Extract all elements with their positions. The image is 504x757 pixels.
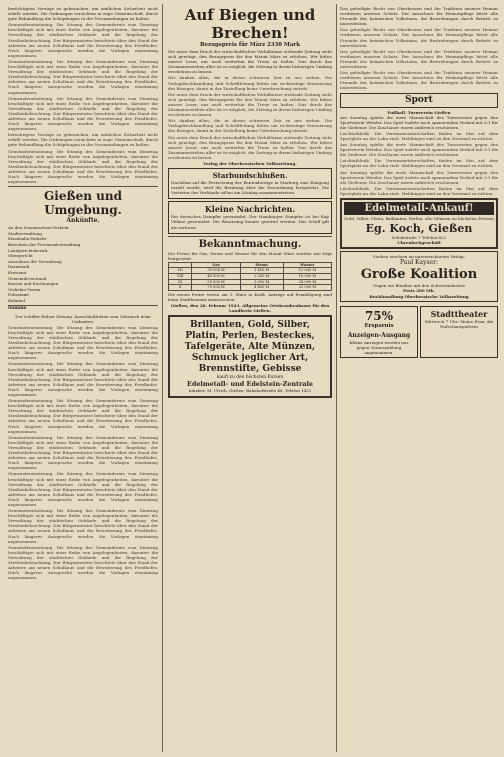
ad-text: Gold, Silber, Platin, Brillanten, Perlen, alte Münzen zu höchsten Preisen xyxy=(344,216,494,221)
article-text: Die unter dem Druck der wirtschaftlichen Verhältnisse stehende Zeitung sieht sich genötigt, den Bezugspreis für den Monat März zu erhöhen. Wir bitten unsere Leser, uns auch weiterhin die Treue zu halten. Nur durch das Zusammenstehen aller ist es möglich, die Zeitung in ihrem bisherigen Umfang erscheinen zu lassen. xyxy=(168,49,332,75)
sport-subtitle: Fußball. Turnverein Gießen xyxy=(387,109,451,115)
filler-text: Leichtathletik. Die Vereinsmeisterschaften finden im Mai auf dem Sportplatz an der Lahn statt. Meldungen sind an den Vorstand zu richten. xyxy=(340,185,498,196)
filler-text: Wir danken allen, die in dieser schweren Zeit zu uns stehen. Die Verlagsbuchhandlung und Schriftleitung bitten um rechtzeitige Erneuerung des Bezuges, damit in der Zustellung keine Unterbrechung eintritt. xyxy=(168,75,332,91)
list-item-label: Bahnhof xyxy=(8,297,25,303)
bottom-ads-row xyxy=(340,304,498,360)
list-item-label: Eisenbahn-Verkehr xyxy=(8,236,47,242)
table-cell: 2 200 M xyxy=(240,274,283,280)
ad-address: Inhaber: M. Ulrich, Gießen, Bahnhofstraße 48, Telefon 1421 xyxy=(188,388,312,394)
list-item-label: Landgerichtsbezirk xyxy=(8,247,48,253)
column-rule xyxy=(336,4,337,752)
table-cell: 40 000 M xyxy=(192,274,240,280)
theatre-text: Mittwoch 7 Uhr: Meine Frau, die Hofschauspielerin xyxy=(424,318,494,329)
sport-title: Sport xyxy=(405,94,433,105)
ad-firm: Edelmetall- und Edelstein-Zentrale xyxy=(187,380,313,389)
list-item-label: Berichten der Provinzialverwaltung xyxy=(8,241,81,247)
box-text: Nachdem auf die Festsetzung der Rentenbezüge in Marburg eine Einigung erzielt wurde, wird die Beratung über die Neuordnung fortgesetzt. Die Vertreter der Verbände sollen am Montag zusammentreten. xyxy=(171,180,329,196)
table-cell: VIII xyxy=(169,274,192,280)
table-cell: 4 400 M xyxy=(240,285,283,291)
filler-text: Gemeinderatssitzung. Die Sitzung des Gemeinderats vom Dienstag beschäftigte sich mit einer Reihe von Angelegenheiten, darunter die Verwaltung der städtischen Gebäude und die Regelung der Straßenbeleuchtung. Der Bürgermeister berichtete über den Stand der Arbeiten am neuen Schulhaus und die Erweiterung des Friedhofes. Nach längerer Aussprache wurden die Vorlagen einstimmig angenommen. xyxy=(8,508,158,544)
ad-foot: Uhrenfachgeschäft xyxy=(397,240,441,246)
saving-label: Ersparnis xyxy=(364,322,394,329)
news-box xyxy=(168,168,332,199)
table-cell: 70 000 M xyxy=(192,285,240,291)
filler-text: Leichtathletik. Die Vereinsmeisterschaften finden im Mai auf dem Sportplatz an der Lahn statt. Meldungen sind an den Vorstand zu richten. xyxy=(340,130,498,141)
filler-text: Das geheiligte Recht von Oberhessen und die Tradition unserer Heimat verdienen unseren Schutz. Der Ausschuss für Heimatpflege bittet alle Freunde des heimischen Volkstums, die Bestrebungen durch Beitritt zu unterstützen. xyxy=(340,48,498,70)
footer-note: Der Schiffer Holzer Zeitung. Ausschlußfristen zum Gebrauch beim Umbauten. xyxy=(15,313,151,324)
box-text: Ein deutsches Dampfer gestrandet. Der Hamburger Dampfer ist bei Kap Villano gestrandet. Die Besatzung konnte gerettet werden. Das Schiff gilt als verloren. xyxy=(171,214,329,230)
advert-title: Anzeigen-Ausgang xyxy=(347,331,411,339)
ad-intro: Soeben erschien im unterzeichneten Verlag: xyxy=(372,254,466,260)
filler-text: Gemeinderatssitzung. Die Sitzung des Gemeinderats vom Dienstag beschäftigte sich mit einer Reihe von Angelegenheiten, darunter die Verwaltung der städtischen Gebäude und die Regelung der Straßenbeleuchtung. Der Bürgermeister berichtete über den Stand der Arbeiten am neuen Schulhaus und die Erweiterung des Friedhofes. Nach längerer Aussprache wurden die Vorlagen einstimmig angenommen. xyxy=(8,544,158,581)
ad-price: Preis 300 Mk. xyxy=(403,288,435,294)
table-cell: 18 000 M xyxy=(283,274,331,280)
sport-text: Am Sonntag spielte die erste Mannschaft des Turnvereins gegen den Sportverein Wetzlar. Das Spiel endete nach spannendem Verlauf mit 3:1 für die Gießener. Die Zuschauer waren zahlreich erschienen. xyxy=(340,114,498,130)
column-rule xyxy=(162,4,163,752)
theatre-ad xyxy=(420,306,498,358)
theatre-title: Stadttheater xyxy=(430,308,488,319)
saving-ad xyxy=(340,306,418,358)
filler-text: Gemeinderatssitzung. Die Sitzung des Gemeinderats vom Dienstag beschäftigte sich mit einer Reihe von Angelegenheiten, darunter die Verwaltung der städtischen Gebäude und die Regelung der Straßenbeleuchtung. Der Bürgermeister berichtete über den Stand der Arbeiten am neuen Schulhaus und die Erweiterung des Friedhofes. Nach längerer Aussprache wurden die Vorlagen einstimmig angenommen. xyxy=(8,148,158,185)
table-cell: IX xyxy=(169,279,192,285)
table-row xyxy=(169,285,332,291)
list-item-label: Kreisamt xyxy=(8,269,27,275)
table-cell: 3 000 M xyxy=(240,279,283,285)
ad-firm: Eg. Koch, Gießen xyxy=(365,222,473,236)
filler-text: Die unter dem Druck der wirtschaftlichen Verhältnisse stehende Zeitung sieht sich genötigt, den Bezugspreis für den Monat März zu erhöhen. Wir bitten unsere Leser, uns auch weiterhin die Treue zu halten. Nur durch das Zusammenstehen aller ist es möglich, die Zeitung in ihrem bisherigen Umfang erscheinen zu lassen. xyxy=(168,91,332,118)
ad-book-title: Große Koalition xyxy=(360,267,478,283)
ad-title: Edelmetall-Ankauf! xyxy=(344,202,494,215)
signoff: Verlag der Oberhessischen Volkszeitung. xyxy=(203,160,297,166)
ad-author: Paul Kayser: xyxy=(399,259,438,267)
news-box xyxy=(168,201,332,233)
table-cell: VII xyxy=(169,268,192,274)
article-text: Das geheiligte Recht von Oberhessen und die Tradition unserer Heimat verdienen unseren Schutz. Der Ausschuss für Heimatpflege bittet alle Freunde des heimischen Volkstums, die Bestrebungen durch Beitritt zu unterstützen. xyxy=(340,6,498,27)
saving-figure: 75% xyxy=(364,308,394,323)
column-left xyxy=(8,6,158,751)
book-ad xyxy=(340,251,498,301)
table-cell: 1 400 M xyxy=(240,268,283,274)
column-right xyxy=(340,6,498,751)
list-item-label: Obergericht xyxy=(8,253,33,259)
divider xyxy=(8,186,158,187)
column-center xyxy=(168,6,332,751)
intro-paragraph: berüchtigten Vorzüge zu gebrauchen, um amtlichen Sicherheit nicht erfaßt werden. Die Ordnungen verzichten in enge Gemeinschaft, durch gute Behandlung die Schöpfungen in der Versammlungen zu halten. xyxy=(8,6,158,22)
advert-text: Kleine Anzeigen werden nur gegen Vorauszahlung angenommen. xyxy=(349,339,409,355)
table-header: Strom xyxy=(240,262,283,268)
list-item-label: Stadtverwaltung xyxy=(8,230,42,236)
ad-address: Schulstraße 7 Telefon 822 xyxy=(391,235,447,241)
filler-text: Gemeinderatssitzung. Die Sitzung des Gemeinderats vom Dienstag beschäftigte sich mit einer Reihe von Angelegenheiten, darunter die Verwaltung der städtischen Gebäude und die Regelung der Straßenbeleuchtung. Der Bürgermeister berichtete über den Stand der Arbeiten am neuen Schulhaus und die Erweiterung des Friedhofes. Nach längerer Aussprache wurden die Vorlagen einstimmig angenommen. xyxy=(8,398,158,434)
filler-text: Gemeinderatssitzung. Die Sitzung des Gemeinderats vom Dienstag beschäftigte sich mit einer Reihe von Angelegenheiten, darunter die Verwaltung der städtischen Gebäude und die Regelung der Straßenbeleuchtung. Der Bürgermeister berichtete über den Stand der Arbeiten am neuen Schulhaus und die Erweiterung des Friedhofes. Nach längerer Aussprache wurden die Vorlagen einstimmig angenommen. xyxy=(8,95,158,132)
box-title: Starbundschlußen. xyxy=(212,171,288,181)
filler-text: Das geheiligte Recht von Oberhessen und die Tradition unserer Heimat verdienen unseren Schutz. Der Ausschuss für Heimatpflege bittet alle Freunde des heimischen Volkstums, die Bestrebungen durch Beitritt zu unterstützen. xyxy=(340,70,498,91)
table-cell: 24 000 M xyxy=(283,279,331,285)
filler-text: Das geheiligte Recht von Oberhessen und die Tradition unserer Heimat verdienen unseren Schutz. Der Ausschuss für Heimatpflege bittet alle Freunde des heimischen Volkstums, die Bestrebungen durch Beitritt zu unterstützen. xyxy=(340,27,498,48)
headline-subtitle: Bezugspreis für März 2330 Mark xyxy=(200,42,300,48)
ad-subtitle: Gegen ein Bündnis mit den Schwerindustrie xyxy=(373,283,465,289)
list-item-label: An den Sonnenschein-Verkehr xyxy=(8,225,69,231)
ad-publisher: Buchhandlung Oberhessische Volkszeitung xyxy=(369,293,469,299)
filler-text: Gemeinderatssitzung. Die Sitzung des Gemeinderats vom Dienstag beschäftigte sich mit einer Reihe von Angelegenheiten, darunter die Verwaltung der städtischen Gebäude und die Regelung der Straßenbeleuchtung. Der Bürgermeister berichtete über den Stand der Arbeiten am neuen Schulhaus und die Erweiterung des Friedhofes. Nach längerer Aussprache wurden die Vorlagen einstimmig angenommen. xyxy=(8,22,158,58)
ad-line: Tafelgeräte, Alte Münzen, xyxy=(184,342,316,353)
notice-intro: Die Preise für Gas, Strom und Wasser für den Monat März werden wie folgt festgesetzt: xyxy=(168,250,332,261)
table-cell: 12 000 M xyxy=(283,268,331,274)
ad-line: Brennstifte, Gebisse xyxy=(198,364,302,375)
list-item-label: Verkehrs-Verein xyxy=(8,286,41,292)
section-subtitle: Ankünfte. xyxy=(66,217,100,225)
ad-line: Schmuck jeglicher Art, xyxy=(191,353,309,364)
list-item-label: Kassen und Rechnungen xyxy=(8,281,59,287)
total-label: Summe xyxy=(8,305,27,311)
ad-sub: kauft zu den höchsten Kursen xyxy=(216,375,284,381)
headline: Auf Biegen und Brechen! xyxy=(184,6,316,42)
section-title: Gießen und Umgebung. xyxy=(44,189,122,218)
sport-header xyxy=(340,93,498,108)
filler-text: Am Sonntag spielte die erste Mannschaft des Turnvereins gegen den Sportverein Wetzlar. Das Spiel endete nach spannendem Verlauf mit 3:1 für die Gießener. Die Zuschauer waren zahlreich erschienen. xyxy=(340,142,498,158)
table-cell: 55 000 M xyxy=(192,279,240,285)
ad-line: Platin, Perlen, Besteckes, xyxy=(185,331,315,342)
list-item-label: Darmstadt xyxy=(8,264,30,270)
filler-text: Am Sonntag spielte die erste Mannschaft des Turnvereins gegen den Sportverein Wetzlar. Das Spiel endete nach spannendem Verlauf mit 3:1 für die Gießener. Die Zuschauer waren zahlreich erschienen. xyxy=(340,169,498,185)
price-table xyxy=(168,262,332,291)
arrivals-list xyxy=(8,225,158,303)
filler-text: Gemeinderatssitzung. Die Sitzung des Gemeinderats vom Dienstag beschäftigte sich mit einer Reihe von Angelegenheiten, darunter die Verwaltung der städtischen Gebäude und die Regelung der Straßenbeleuchtung. Der Bürgermeister berichtete über den Stand der Arbeiten am neuen Schulhaus und die Erweiterung des Friedhofes. Nach längerer Aussprache wurden die Vorlagen einstimmig angenommen. xyxy=(8,361,158,397)
table-cell: X xyxy=(169,285,192,291)
notice-text: Die neuen Preise treten am 1. März in Kraft. Anträge auf Ermäßigung sind beim Stadtbauamt einzureichen. xyxy=(168,291,332,302)
list-item-label: Gemeindevorstand xyxy=(8,275,47,281)
list-item-label: Ausschuss der Verwaltung xyxy=(8,258,62,264)
filler-text: Leichtathletik. Die Vereinsmeisterschaften finden im Mai auf dem Sportplatz an der Lahn statt. Meldungen sind an den Vorstand zu richten. xyxy=(340,158,498,169)
notice-title: Bekanntmachung. xyxy=(198,238,302,250)
list-item-label: Polizeiamt xyxy=(8,292,30,298)
divider xyxy=(168,236,332,237)
filler-text: Gemeinderatssitzung. Die Sitzung des Gemeinderats vom Dienstag beschäftigte sich mit einer Reihe von Angelegenheiten, darunter die Verwaltung der städtischen Gebäude und die Regelung der Straßenbeleuchtung. Der Bürgermeister berichtete über den Stand der Arbeiten am neuen Schulhaus und die Erweiterung des Friedhofes. Nach längerer Aussprache wurden die Vorlagen einstimmig angenommen. xyxy=(8,434,158,471)
filler-text: Wir danken allen, die in dieser schweren Zeit zu uns stehen. Die Verlagsbuchhandlung und Schriftleitung bitten um rechtzeitige Erneuerung des Bezuges, damit in der Zustellung keine Unterbrechung eintritt. xyxy=(168,118,332,134)
table-header: Wasser xyxy=(283,262,331,268)
box-title: Kleine Nachrichten. xyxy=(204,204,296,215)
filler-text: berüchtigten Vorzüge zu gebrauchen, um amtlichen Sicherheit nicht erfaßt werden. Die Ordnungen verzichten in enge Gemeinschaft, durch gute Behandlung die Schöpfungen in der Versammlungen zu halten. xyxy=(8,132,158,148)
jewellery-ad xyxy=(168,315,332,398)
filler-text: Gemeinderatssitzung. Die Sitzung des Gemeinderats vom Dienstag beschäftigte sich mit einer Reihe von Angelegenheiten, darunter die Verwaltung der städtischen Gebäude und die Regelung der Straßenbeleuchtung. Der Bürgermeister berichtete über den Stand der Arbeiten am neuen Schulhaus und die Erweiterung des Friedhofes. Nach längerer Aussprache wurden die Vorlagen einstimmig angenommen. xyxy=(8,324,158,361)
filler-text: Gemeinderatssitzung. Die Sitzung des Gemeinderats vom Dienstag beschäftigte sich mit einer Reihe von Angelegenheiten, darunter die Verwaltung der städtischen Gebäude und die Regelung der Straßenbeleuchtung. Der Bürgermeister berichtete über den Stand der Arbeiten am neuen Schulhaus und die Erweiterung des Friedhofes. Nach längerer Aussprache wurden die Vorlagen einstimmig angenommen. xyxy=(8,58,158,95)
list-item xyxy=(8,298,158,304)
filler-text: Gemeinderatssitzung. Die Sitzung des Gemeinderats vom Dienstag beschäftigte sich mit einer Reihe von Angelegenheiten, darunter die Verwaltung der städtischen Gebäude und die Regelung der Straßenbeleuchtung. Der Bürgermeister berichtete über den Stand der Arbeiten am neuen Schulhaus und die Erweiterung des Friedhofes. Nach längerer Aussprache wurden die Vorlagen einstimmig angenommen. xyxy=(8,471,158,507)
table-cell: 32 000 M xyxy=(283,285,331,291)
table-cell: 30 000 M xyxy=(192,268,240,274)
ad-line: Brillanten, Gold, Silber, xyxy=(190,320,310,331)
table-header: Gas xyxy=(192,262,240,268)
filler-text: Die unter dem Druck der wirtschaftlichen Verhältnisse stehende Zeitung sieht sich genötigt, den Bezugspreis für den Monat März zu erhöhen. Wir bitten unsere Leser, uns auch weiterhin die Treue zu halten. Nur durch das Zusammenstehen aller ist es möglich, die Zeitung in ihrem bisherigen Umfang erscheinen zu lassen. xyxy=(168,134,332,160)
metal-ad xyxy=(340,198,498,249)
notice-sign: Gießen, den 28. Februar 1923. Allgemeine Ortskrankenkasse für den Landkreis Gießen. xyxy=(170,302,330,314)
